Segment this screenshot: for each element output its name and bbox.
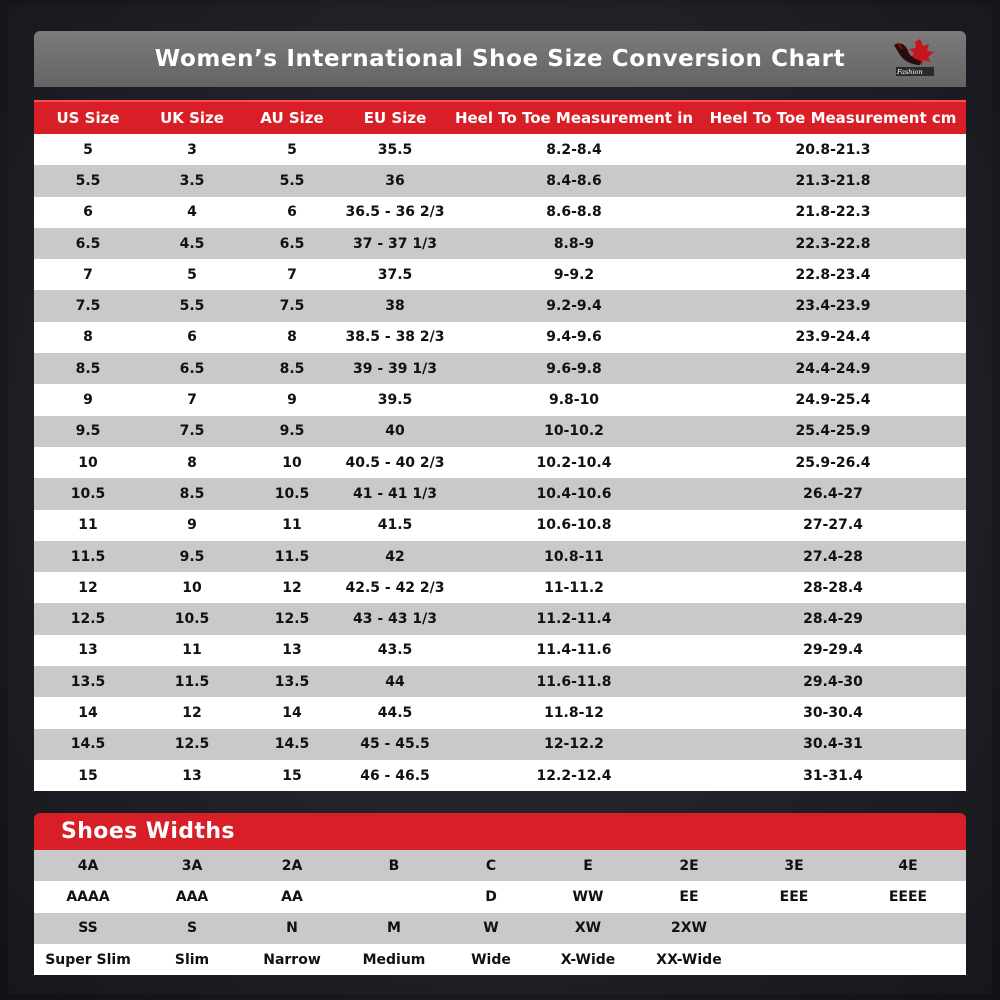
table-cell: 14 bbox=[242, 697, 342, 728]
header-uk-size: UK Size bbox=[142, 101, 242, 134]
table-row bbox=[34, 760, 966, 791]
table-cell: 6 bbox=[242, 197, 342, 228]
table-cell: 23.9-24.4 bbox=[700, 322, 966, 353]
table-cell: 43 - 43 1/3 bbox=[342, 603, 448, 634]
table-cell: 5 bbox=[142, 259, 242, 290]
widths-cell: Wide bbox=[446, 944, 536, 975]
table-cell: 35.5 bbox=[342, 134, 448, 165]
table-cell: 7 bbox=[142, 384, 242, 415]
maple-leaf-shoe-logo bbox=[890, 35, 940, 81]
table-cell: 10-10.2 bbox=[448, 416, 700, 447]
table-row bbox=[34, 228, 966, 259]
logo-text: Fashion bbox=[897, 68, 923, 76]
table-cell: 12.5 bbox=[142, 729, 242, 760]
widths-cell: EEE bbox=[738, 881, 850, 912]
widths-cell: SS bbox=[34, 913, 142, 944]
table-cell: 14.5 bbox=[242, 729, 342, 760]
table-cell: 28.4-29 bbox=[700, 603, 966, 634]
widths-cell: WW bbox=[536, 881, 640, 912]
widths-row bbox=[34, 881, 966, 912]
table-cell: 43.5 bbox=[342, 635, 448, 666]
table-row bbox=[34, 290, 966, 321]
widths-cell: AA bbox=[242, 881, 342, 912]
table-cell: 21.8-22.3 bbox=[700, 197, 966, 228]
table-cell: 10 bbox=[142, 572, 242, 603]
table-cell: 27-27.4 bbox=[700, 510, 966, 541]
table-cell: 12-12.2 bbox=[448, 729, 700, 760]
widths-cell: 3A bbox=[142, 850, 242, 881]
table-cell: 9.5 bbox=[142, 541, 242, 572]
table-cell: 22.8-23.4 bbox=[700, 259, 966, 290]
widths-cell: 4E bbox=[850, 850, 966, 881]
table-row bbox=[34, 165, 966, 196]
table-cell: 10.5 bbox=[142, 603, 242, 634]
size-conversion-table bbox=[34, 100, 966, 791]
table-cell: 13 bbox=[34, 635, 142, 666]
table-cell: 31-31.4 bbox=[700, 760, 966, 791]
table-cell: 7 bbox=[34, 259, 142, 290]
table-row bbox=[34, 510, 966, 541]
table-cell: 40 bbox=[342, 416, 448, 447]
table-row bbox=[34, 478, 966, 509]
table-cell: 9.5 bbox=[242, 416, 342, 447]
header-heel-toe-cm: Heel To Toe Measurement cm bbox=[700, 101, 966, 134]
table-cell: 13.5 bbox=[34, 666, 142, 697]
widths-cell: AAA bbox=[142, 881, 242, 912]
table-cell: 9.8-10 bbox=[448, 384, 700, 415]
table-cell: 10 bbox=[34, 447, 142, 478]
table-cell: 4.5 bbox=[142, 228, 242, 259]
table-cell: 8.5 bbox=[242, 353, 342, 384]
header-us-size: US Size bbox=[34, 101, 142, 134]
table-cell: 44 bbox=[342, 666, 448, 697]
table-cell: 6.5 bbox=[242, 228, 342, 259]
table-cell: 9.6-9.8 bbox=[448, 353, 700, 384]
header-au-size: AU Size bbox=[242, 101, 342, 134]
table-row bbox=[34, 353, 966, 384]
widths-cell: EE bbox=[640, 881, 738, 912]
widths-cell: C bbox=[446, 850, 536, 881]
table-cell: 3.5 bbox=[142, 165, 242, 196]
table-cell: 38.5 - 38 2/3 bbox=[342, 322, 448, 353]
table-cell: 8 bbox=[142, 447, 242, 478]
widths-cell bbox=[738, 913, 850, 944]
widths-cell: D bbox=[446, 881, 536, 912]
widths-row bbox=[34, 913, 966, 944]
table-cell: 11.5 bbox=[242, 541, 342, 572]
widths-cell: W bbox=[446, 913, 536, 944]
widths-cell: 2E bbox=[640, 850, 738, 881]
table-cell: 46 - 46.5 bbox=[342, 760, 448, 791]
table-cell: 23.4-23.9 bbox=[700, 290, 966, 321]
table-cell: 39.5 bbox=[342, 384, 448, 415]
table-cell: 6 bbox=[142, 322, 242, 353]
widths-cell: Narrow bbox=[242, 944, 342, 975]
table-cell: 26.4-27 bbox=[700, 478, 966, 509]
table-cell: 9.5 bbox=[34, 416, 142, 447]
table-cell: 11.5 bbox=[142, 666, 242, 697]
table-cell: 3 bbox=[142, 134, 242, 165]
table-cell: 28-28.4 bbox=[700, 572, 966, 603]
table-cell: 12.5 bbox=[34, 603, 142, 634]
table-cell: 9.4-9.6 bbox=[448, 322, 700, 353]
table-cell: 12 bbox=[142, 697, 242, 728]
table-cell: 41 - 41 1/3 bbox=[342, 478, 448, 509]
table-row bbox=[34, 447, 966, 478]
table-cell: 40.5 - 40 2/3 bbox=[342, 447, 448, 478]
table-cell: 4 bbox=[142, 197, 242, 228]
table-cell: 42 bbox=[342, 541, 448, 572]
table-cell: 5 bbox=[34, 134, 142, 165]
table-cell: 30.4-31 bbox=[700, 729, 966, 760]
table-cell: 8.2-8.4 bbox=[448, 134, 700, 165]
table-cell: 12 bbox=[34, 572, 142, 603]
table-cell: 12.5 bbox=[242, 603, 342, 634]
table-row bbox=[34, 572, 966, 603]
table-row bbox=[34, 416, 966, 447]
table-cell: 7.5 bbox=[34, 290, 142, 321]
header-eu-size: EU Size bbox=[342, 101, 448, 134]
table-cell: 6 bbox=[34, 197, 142, 228]
table-cell: 13 bbox=[142, 760, 242, 791]
table-cell: 8 bbox=[242, 322, 342, 353]
table-cell: 7 bbox=[242, 259, 342, 290]
table-cell: 29-29.4 bbox=[700, 635, 966, 666]
widths-cell: 4A bbox=[34, 850, 142, 881]
table-row bbox=[34, 666, 966, 697]
table-cell: 8.6-8.8 bbox=[448, 197, 700, 228]
table-cell: 9-9.2 bbox=[448, 259, 700, 290]
table-cell: 44.5 bbox=[342, 697, 448, 728]
widths-cell bbox=[850, 944, 966, 975]
widths-cell: X-Wide bbox=[536, 944, 640, 975]
widths-cell: Slim bbox=[142, 944, 242, 975]
table-cell: 13 bbox=[242, 635, 342, 666]
table-cell: 13.5 bbox=[242, 666, 342, 697]
widths-cell: 2A bbox=[242, 850, 342, 881]
table-cell: 11-11.2 bbox=[448, 572, 700, 603]
table-row bbox=[34, 134, 966, 165]
table-cell: 39 - 39 1/3 bbox=[342, 353, 448, 384]
table-cell: 12.2-12.4 bbox=[448, 760, 700, 791]
table-cell: 11 bbox=[242, 510, 342, 541]
widths-row bbox=[34, 850, 966, 881]
widths-cell: E bbox=[536, 850, 640, 881]
table-cell: 37 - 37 1/3 bbox=[342, 228, 448, 259]
widths-cell bbox=[850, 913, 966, 944]
table-cell: 24.4-24.9 bbox=[700, 353, 966, 384]
table-cell: 10 bbox=[242, 447, 342, 478]
table-cell: 10.5 bbox=[242, 478, 342, 509]
header-heel-toe-in: Heel To Toe Measurement in bbox=[448, 101, 700, 134]
table-header-row bbox=[34, 101, 966, 134]
table-cell: 5.5 bbox=[142, 290, 242, 321]
widths-row bbox=[34, 944, 966, 975]
table-cell: 24.9-25.4 bbox=[700, 384, 966, 415]
table-cell: 45 - 45.5 bbox=[342, 729, 448, 760]
table-row bbox=[34, 729, 966, 760]
widths-title: Shoes Widths bbox=[61, 819, 235, 844]
table-cell: 11 bbox=[34, 510, 142, 541]
table-cell: 11 bbox=[142, 635, 242, 666]
table-cell: 42.5 - 42 2/3 bbox=[342, 572, 448, 603]
widths-cell: EEEE bbox=[850, 881, 966, 912]
widths-table bbox=[34, 850, 966, 975]
table-cell: 21.3-21.8 bbox=[700, 165, 966, 196]
table-cell: 9 bbox=[142, 510, 242, 541]
table-cell: 11.4-11.6 bbox=[448, 635, 700, 666]
table-cell: 5.5 bbox=[242, 165, 342, 196]
table-cell: 10.2-10.4 bbox=[448, 447, 700, 478]
widths-cell bbox=[342, 881, 446, 912]
table-cell: 8.5 bbox=[34, 353, 142, 384]
table-row bbox=[34, 384, 966, 415]
table-cell: 11.5 bbox=[34, 541, 142, 572]
table-cell: 30-30.4 bbox=[700, 697, 966, 728]
table-cell: 6.5 bbox=[34, 228, 142, 259]
table-cell: 25.9-26.4 bbox=[700, 447, 966, 478]
widths-cell: S bbox=[142, 913, 242, 944]
table-cell: 8.5 bbox=[142, 478, 242, 509]
widths-cell bbox=[738, 944, 850, 975]
table-cell: 6.5 bbox=[142, 353, 242, 384]
table-row bbox=[34, 697, 966, 728]
table-row bbox=[34, 603, 966, 634]
table-cell: 10.5 bbox=[34, 478, 142, 509]
table-cell: 36 bbox=[342, 165, 448, 196]
table-cell: 37.5 bbox=[342, 259, 448, 290]
table-row bbox=[34, 259, 966, 290]
widths-cell: AAAA bbox=[34, 881, 142, 912]
table-cell: 15 bbox=[242, 760, 342, 791]
table-cell: 9 bbox=[34, 384, 142, 415]
page-title: Women’s International Shoe Size Conversion Chart bbox=[154, 46, 846, 72]
widths-cell: 3E bbox=[738, 850, 850, 881]
widths-cell: M bbox=[342, 913, 446, 944]
table-cell: 22.3-22.8 bbox=[700, 228, 966, 259]
widths-cell: Super Slim bbox=[34, 944, 142, 975]
table-row bbox=[34, 197, 966, 228]
table-cell: 9 bbox=[242, 384, 342, 415]
table-cell: 41.5 bbox=[342, 510, 448, 541]
table-cell: 7.5 bbox=[242, 290, 342, 321]
table-cell: 11.6-11.8 bbox=[448, 666, 700, 697]
table-cell: 5.5 bbox=[34, 165, 142, 196]
table-cell: 20.8-21.3 bbox=[700, 134, 966, 165]
table-cell: 12 bbox=[242, 572, 342, 603]
table-row bbox=[34, 541, 966, 572]
table-cell: 36.5 - 36 2/3 bbox=[342, 197, 448, 228]
table-cell: 10.8-11 bbox=[448, 541, 700, 572]
table-cell: 29.4-30 bbox=[700, 666, 966, 697]
table-row bbox=[34, 635, 966, 666]
table-cell: 8 bbox=[34, 322, 142, 353]
title-bar bbox=[34, 31, 966, 87]
widths-cell: Medium bbox=[342, 944, 446, 975]
table-cell: 11.2-11.4 bbox=[448, 603, 700, 634]
table-cell: 5 bbox=[242, 134, 342, 165]
table-cell: 10.4-10.6 bbox=[448, 478, 700, 509]
widths-cell: XX-Wide bbox=[640, 944, 738, 975]
widths-cell: N bbox=[242, 913, 342, 944]
table-cell: 8.8-9 bbox=[448, 228, 700, 259]
table-cell: 38 bbox=[342, 290, 448, 321]
table-cell: 27.4-28 bbox=[700, 541, 966, 572]
table-row bbox=[34, 322, 966, 353]
table-cell: 9.2-9.4 bbox=[448, 290, 700, 321]
table-cell: 11.8-12 bbox=[448, 697, 700, 728]
table-cell: 14.5 bbox=[34, 729, 142, 760]
table-cell: 8.4-8.6 bbox=[448, 165, 700, 196]
table-cell: 7.5 bbox=[142, 416, 242, 447]
table-cell: 25.4-25.9 bbox=[700, 416, 966, 447]
table-cell: 15 bbox=[34, 760, 142, 791]
widths-cell: XW bbox=[536, 913, 640, 944]
widths-header bbox=[34, 813, 966, 850]
table-cell: 10.6-10.8 bbox=[448, 510, 700, 541]
widths-cell: 2XW bbox=[640, 913, 738, 944]
table-cell: 14 bbox=[34, 697, 142, 728]
widths-cell: B bbox=[342, 850, 446, 881]
